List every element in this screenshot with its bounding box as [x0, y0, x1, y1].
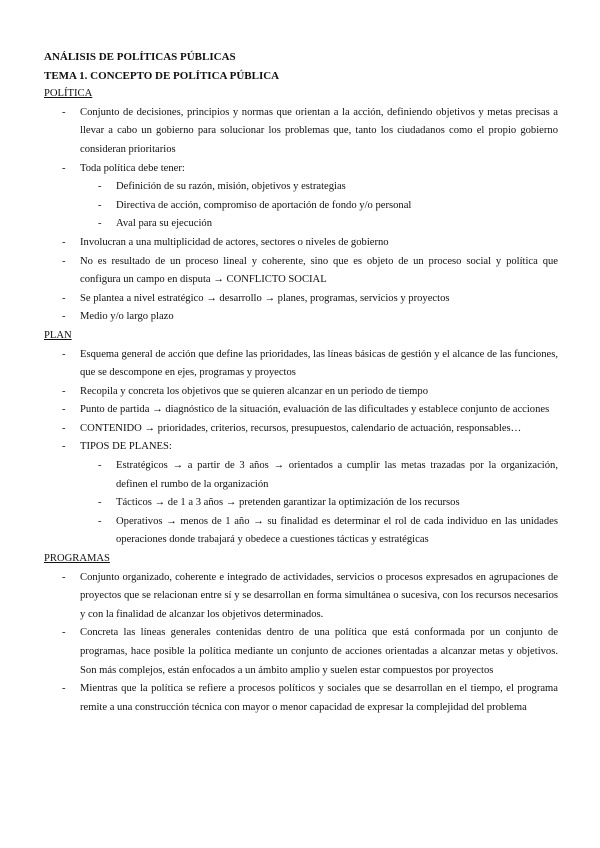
sub-list-item: - Estratégicos → a partir de 3 años → orientados a cumplir las metas trazadas por la organización, definen el rumbo de la organización: [44, 457, 558, 494]
section-heading-plan: PLAN: [44, 329, 72, 341]
sub-list-item: - Aval para su ejecución: [44, 215, 558, 234]
sub-list-item: - Directiva de acción, compromiso de aportación de fondo y/o personal: [44, 197, 558, 216]
document-page: [44, 48, 558, 717]
list-item: - Recopila y concreta los objetivos que se quieren alcanzar en un periodo de tiempo: [44, 383, 558, 402]
list-item: - Punto de partida → diagnóstico de la situación, evaluación de las dificultades y establece conjunto de acciones: [44, 401, 558, 420]
list-item: - Se plantea a nivel estratégico → desarrollo → planes, programas, servicios y proyectos: [44, 290, 558, 309]
list-item: - Medio y/o largo plazo: [44, 308, 558, 327]
topic-title: TEMA 1. CONCEPTO DE POLÍTICA PÚBLICA: [44, 69, 280, 82]
section-heading-politica: POLÍTICA: [44, 88, 93, 100]
list-item: - Involucran a una multiplicidad de actores, sectores o niveles de gobierno: [44, 234, 558, 253]
list-item: - TIPOS DE PLANES:: [44, 438, 558, 457]
list-item: - Conjunto de decisiones, principios y normas que orientan a la acción, definiendo objetivos y metas precisas a llevar a cabo un gobierno para solucionar los problemas que, tanto los ciudadanos como el propio gobierno consideran prioritarios: [44, 104, 558, 160]
list-item: - CONTENIDO → prioridades, criterios, recursos, presupuestos, calendario de actuación, responsables…: [44, 420, 558, 439]
list-item: - Conjunto organizado, coherente e integrado de actividades, servicios o procesos expresados en agrupaciones de proyectos que se relacionan entre sí y se desarrollan en forma simultánea o sucesiva, con los recursos necesarios y con la finalidad de alcanzar los objetivos determinados.: [44, 569, 558, 625]
document-title: ANÁLISIS DE POLÍTICAS PÚBLICAS: [44, 51, 236, 63]
list-item: - Toda política debe tener:: [44, 160, 558, 179]
sub-list-item: - Tácticos → de 1 a 3 años → pretenden garantizar la optimización de los recursos: [44, 494, 558, 513]
section-heading-programas: PROGRAMAS: [44, 553, 110, 565]
list-item: - Mientras que la política se refiere a procesos políticos y sociales que se desarrollan en el tiempo, el programa remite a una construcción técnica con mayor o menor capacidad de expresar la complejidad del problema: [44, 680, 558, 717]
sub-list-item: - Operativos → menos de 1 año → su finalidad es determinar el rol de cada individuo en las unidades operaciones donde trabajará y obedece a cuestiones tácticas y estratégicas: [44, 513, 558, 550]
list-item: - Esquema general de acción que define las prioridades, las líneas básicas de gestión y el alcance de las funciones, que se descompone en ejes, programas y proyectos: [44, 346, 558, 383]
sub-list-item: - Definición de su razón, misión, objetivos y estrategias: [44, 178, 558, 197]
list-item: - No es resultado de un proceso lineal y coherente, sino que es objeto de un proceso social y política que configura un campo en disputa → CONFLICTO SOCIAL: [44, 253, 558, 290]
list-item: - Concreta las líneas generales contenidas dentro de una política que está conformada por un conjunto de programas, hace posible la política mediante un conjunto de acciones orientadas a alcanzar metas y objetivos. Son más complejos, están enfocados a un ámbito amplio y suelen estar compuestos por proyectos: [44, 624, 558, 680]
